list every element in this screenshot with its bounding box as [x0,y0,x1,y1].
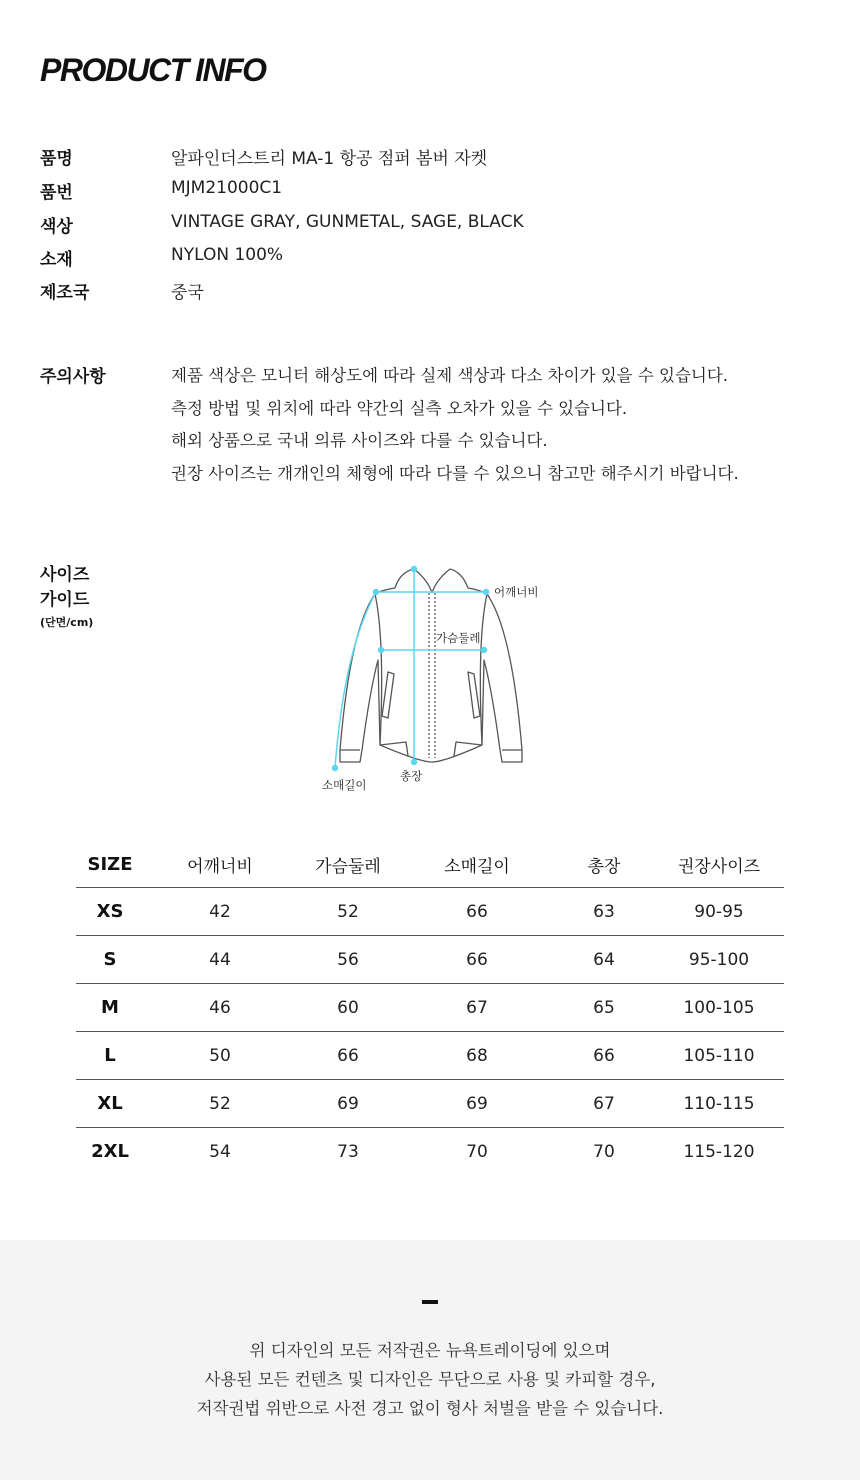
table-row [76,984,784,1032]
jacket-waistband [380,742,482,756]
info-key: 품명 [40,149,73,169]
header-length: 총장 [554,842,654,888]
copyright-footer [0,1240,860,1480]
jacket-measurement-diagram [310,560,560,800]
cell-sleeve: 66 [400,888,554,936]
info-key: 소재 [40,250,73,270]
notes-line: 제품 색상은 모니터 해상도에 따라 실제 색상과 다소 차이가 있을 수 있습니다. [171,366,729,385]
footer-divider [422,1300,438,1304]
cell-chest: 56 [296,936,400,984]
label-shoulder: 어깨너비 [494,585,539,599]
copyright-line: 사용된 모든 컨텐츠 및 디자인은 무단으로 사용 및 카피할 경우, [204,1370,656,1389]
cell-recommended: 100-105 [654,984,784,1032]
cell-sleeve: 69 [400,1080,554,1128]
cell-shoulder: 42 [144,888,296,936]
cell-recommended: 95-100 [654,936,784,984]
sleeve-measure-point [333,766,338,771]
cell-shoulder: 46 [144,984,296,1032]
info-key: 색상 [40,217,73,237]
notes-line: 권장 사이즈는 개개인의 체형에 따라 다를 수 있으니 참고만 해주시기 바랍니다. [171,464,739,483]
header-shoulder: 어깨너비 [144,842,296,888]
copyright-line: 저작권법 위반으로 사전 경고 없이 형사 처벌을 받을 수 있습니다. [196,1399,664,1418]
chest-measure-point [379,648,384,653]
notes-heading: 주의사항 [40,367,106,387]
page-title: PRODUCT INFO [40,52,266,88]
cell-length: 70 [593,1141,615,1162]
cell-sleeve: 67 [400,984,554,1032]
cell-sleeve: 70 [466,1141,488,1162]
info-key: 제조국 [40,283,90,303]
cell-recommended: 105-110 [654,1032,784,1080]
cell-length: 63 [554,888,654,936]
info-value: NYLON 100% [171,245,284,265]
length-measure-point [412,567,417,572]
cell-shoulder: 44 [144,936,296,984]
cell-size: XS [76,888,144,936]
jacket-pocket-left [382,672,394,718]
notes-line: 측정 방법 및 위치에 따라 약간의 실측 오차가 있을 수 있습니다. [171,399,628,418]
cell-chest: 73 [337,1141,359,1162]
chest-measure-point [482,648,487,653]
length-measure-point [412,760,417,765]
cell-sleeve: 66 [400,936,554,984]
size-guide-unit: (단면/cm) [40,616,94,629]
cell-length: 64 [554,936,654,984]
info-value: VINTAGE GRAY, GUNMETAL, SAGE, BLACK [171,212,524,232]
measurement-lines [333,567,489,771]
size-guide-heading [40,563,110,613]
table-row [76,1032,784,1080]
size-guide-heading-line: 가이드 [40,590,90,610]
cell-recommended: 115-120 [683,1141,755,1162]
jacket-collar [395,569,468,593]
header-recommended: 권장사이즈 [654,842,784,888]
size-guide-heading-line: 사이즈 [40,565,90,585]
cell-chest: 66 [296,1032,400,1080]
cell-size: S [76,936,144,984]
cell-length: 65 [554,984,654,1032]
cell-size: XL [76,1080,144,1128]
notes-line: 해외 상품으로 국내 의류 사이즈와 다를 수 있습니다. [171,431,548,450]
cell-size: 2XL [91,1141,129,1162]
cell-shoulder: 52 [144,1080,296,1128]
cell-length: 66 [554,1032,654,1080]
header-sleeve: 소매길이 [400,842,554,888]
cell-chest: 60 [296,984,400,1032]
cell-shoulder: 54 [209,1141,231,1162]
jacket-body [340,588,522,762]
cell-shoulder: 50 [144,1032,296,1080]
jacket-zipper [429,593,435,758]
label-sleeve: 소매길이 [322,778,367,792]
cell-chest: 52 [296,888,400,936]
copyright-line: 위 디자인의 모든 저작권은 뉴욕트레이딩에 있으며 [249,1341,611,1360]
cell-sleeve: 68 [400,1032,554,1080]
header-chest: 가슴둘레 [296,842,400,888]
cell-length: 67 [554,1080,654,1128]
jacket-pocket-right [468,672,480,718]
cell-recommended: 90-95 [654,888,784,936]
shoulder-measure-point [484,590,489,595]
size-table [76,842,784,1175]
table-row [76,1080,784,1128]
cell-chest: 69 [296,1080,400,1128]
info-value: 알파인더스트리 MA-1 항공 점퍼 봄버 자켓 [171,149,488,169]
jacket-seams [375,594,487,745]
info-value: MJM21000C1 [171,178,283,198]
table-row [76,888,784,936]
label-chest: 가슴둘레 [436,631,481,645]
cell-size: L [76,1032,144,1080]
size-table-header [76,842,784,888]
cell-size: M [76,984,144,1032]
cell-recommended: 110-115 [654,1080,784,1128]
table-row [76,936,784,984]
info-value: 중국 [171,283,204,303]
table-row [76,1128,784,1176]
header-size: SIZE [76,842,144,888]
info-key: 품번 [40,183,73,203]
label-length: 총장 [400,769,423,783]
